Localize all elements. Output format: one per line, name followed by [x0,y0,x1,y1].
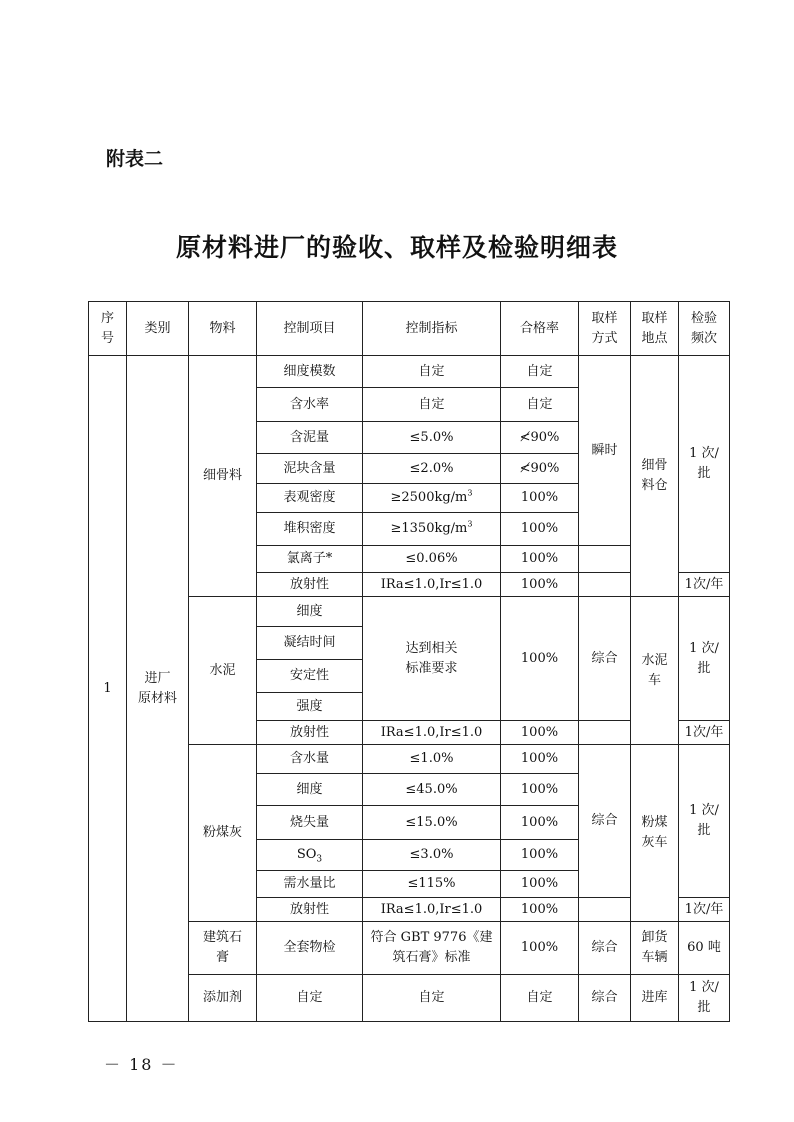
method-fly-ash: 综合 [579,745,631,898]
rate-cell: ≮90% [501,454,579,484]
indicator-cell: 自定 [363,388,501,422]
indicator-cell: IRa≤1.0,Ir≤1.0 [363,721,501,745]
item-cell: 凝结时间 [257,627,363,660]
header-material: 物料 [189,302,257,356]
rate-cell: 100% [501,871,579,898]
header-seq: 序 号 [89,302,127,356]
indicator-cell: ≤5.0% [363,422,501,454]
material-cement: 水泥 [189,597,257,745]
indicator-cell: 符合 GBT 9776《建 筑石膏》标准 [363,922,501,975]
item-cell: 放射性 [257,898,363,922]
indicator-cell: ≤45.0% [363,774,501,806]
item-cell: 强度 [257,693,363,721]
rate-cell: 100% [501,898,579,922]
item-cell: 表观密度 [257,484,363,513]
item-cell: 需水量比 [257,871,363,898]
method-fine-aggregate: 瞬时 [579,356,631,546]
item-cell: 泥块含量 [257,454,363,484]
frequency-cement: 1 次/ 批 [679,597,730,721]
rate-cell: 100% [501,745,579,774]
method-cement: 综合 [579,597,631,721]
site-cement: 水泥 车 [631,597,679,745]
item-cell: 细度 [257,774,363,806]
rate-cell: 自定 [501,975,579,1022]
item-cell: $SO_3$ [257,840,363,871]
frequency-fine-aggregate: 1 次/ 批 [679,356,730,573]
indicator-cell: ≤1.0% [363,745,501,774]
method-cell: 综合 [579,975,631,1022]
frequency-cell: 1 次/ 批 [679,975,730,1022]
indicator-cell: $\ge 2500kg/m^3$ [363,484,501,513]
item-cell: 细度模数 [257,356,363,388]
rate-cement: 100% [501,597,579,721]
rate-cell: 自定 [501,388,579,422]
header-indicator: 控制指标 [363,302,501,356]
method-empty-cell [579,721,631,745]
material-gypsum: 建筑石 膏 [189,922,257,975]
page-number: － 18 － [104,1055,179,1074]
materials-table [88,301,730,1022]
item-cell: 堆积密度 [257,513,363,546]
indicator-cell: IRa≤1.0,Ir≤1.0 [363,573,501,597]
rate-cell: 100% [501,573,579,597]
group-category: 进厂 原材料 [127,356,189,1022]
indicator-cell: ≤0.06% [363,546,501,573]
indicator-cell: ≤2.0% [363,454,501,484]
frequency-cell: 1次/年 [679,721,730,745]
frequency-cell: 60 吨 [679,922,730,975]
header-frequency: 检验 频次 [679,302,730,356]
indicator-cell: 自定 [363,975,501,1022]
item-cell: 细度 [257,597,363,627]
rate-cell: 100% [501,806,579,840]
method-empty-cell [579,898,631,922]
site-fine-aggregate: 细骨 料仓 [631,356,679,597]
frequency-fly-ash: 1 次/ 批 [679,745,730,898]
appendix-label: 附表二 [106,148,164,170]
table-row [89,356,730,388]
rate-cell: 100% [501,484,579,513]
header-sampling-method: 取样 方式 [579,302,631,356]
item-cell: 氯离子* [257,546,363,573]
frequency-cell: 1次/年 [679,898,730,922]
site-fly-ash: 粉煤 灰车 [631,745,679,922]
method-empty-cell [579,573,631,597]
material-admixture: 添加剂 [189,975,257,1022]
item-cell: 自定 [257,975,363,1022]
page-title: 原材料进厂的验收、取样及检验明细表 [175,233,618,262]
indicator-cell: ≤3.0% [363,840,501,871]
item-cell: 安定性 [257,660,363,693]
indicator-cell: ≤115% [363,871,501,898]
material-fine-aggregate: 细骨料 [189,356,257,597]
rate-cell: 100% [501,546,579,573]
indicator-cell: 自定 [363,356,501,388]
indicator-cell: ≤15.0% [363,806,501,840]
item-cell: 含水量 [257,745,363,774]
item-cell: 全套物检 [257,922,363,975]
indicator-cell: IRa≤1.0,Ir≤1.0 [363,898,501,922]
rate-cell: 自定 [501,356,579,388]
site-cell: 卸货 车辆 [631,922,679,975]
header-item: 控制项目 [257,302,363,356]
header-row [89,302,730,356]
rate-cell: 100% [501,840,579,871]
site-cell: 进库 [631,975,679,1022]
item-cell: 烧失量 [257,806,363,840]
rate-cell: 100% [501,774,579,806]
material-fly-ash: 粉煤灰 [189,745,257,922]
indicator-cell: $\ge 1350kg/m^3$ [363,513,501,546]
group-seq: 1 [89,356,127,1022]
rate-cell: 100% [501,922,579,975]
method-cell: 综合 [579,922,631,975]
rate-cell: 100% [501,513,579,546]
rate-cell: 100% [501,721,579,745]
header-pass-rate: 合格率 [501,302,579,356]
rate-cell: ≮90% [501,422,579,454]
method-empty-cell [579,546,631,573]
header-category: 类别 [127,302,189,356]
item-cell: 放射性 [257,573,363,597]
frequency-cell: 1次/年 [679,573,730,597]
indicator-cement: 达到相关 标准要求 [363,597,501,721]
header-sampling-site: 取样 地点 [631,302,679,356]
item-cell: 含水率 [257,388,363,422]
item-cell: 放射性 [257,721,363,745]
item-cell: 含泥量 [257,422,363,454]
